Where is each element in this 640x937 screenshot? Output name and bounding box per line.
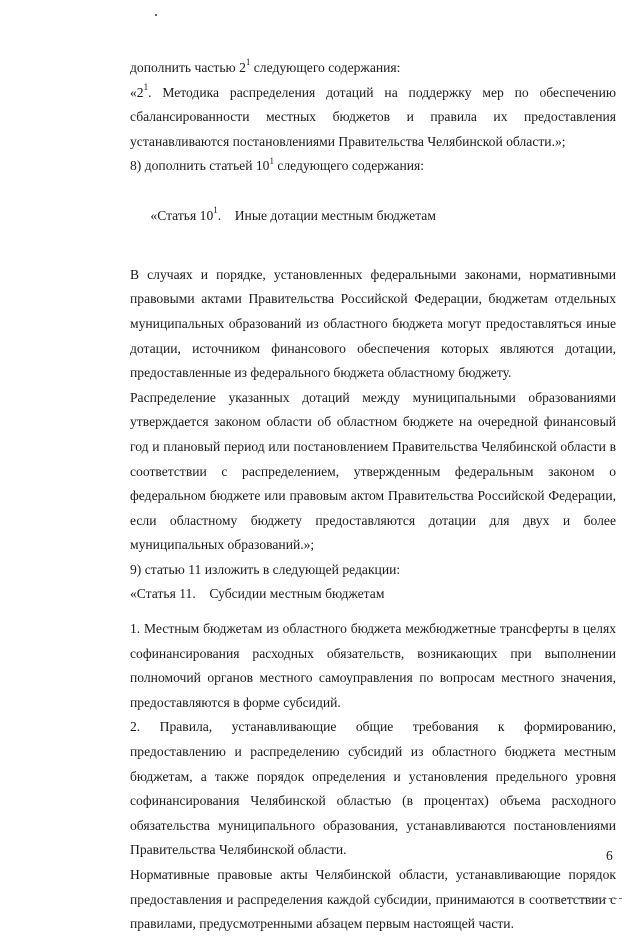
document-body [130, 56, 616, 937]
article-11-part-2: 2. Правила, устанавливающие общие требования к формированию, предоставлению и распределению субсидий из областного бюджета местным бюджетам, а также порядок определения и установления предельного уровня софинансирования Челябинской областью (в процентах) объема расходного обязательства муниципального образования, устанавливаются постановлениями Правительства Челябинской области. [130, 719, 616, 858]
scan-dot [155, 14, 157, 16]
item-9: 9) статью 11 изложить в следующей редакции: [130, 561, 401, 577]
spacing [130, 253, 616, 263]
article-11-part-1: 1. Местным бюджетам из областного бюджета межбюджетные трансферты в целях софинансирования расходных обязательств, возникающих при выполнении полномочий органов местного самоуправления по вопросам местного значения, предоставляются в форме субсидий. [130, 621, 616, 710]
article-10-1-paragraph-1: В случаях и порядке, установленных федеральными законами, нормативными правовыми актами Правительства Российской Федерации, бюджетам отдельных муниципальных образований из областного бюджета могут предоставляться иные дотации, источником финансового обеспечения которых являются дотации, предоставленные из федерального бюджета областному бюджету. [130, 266, 616, 381]
item-8: 8) дополнить статьей $10^1$ следующего содержания: [130, 155, 425, 174]
intro-line: дополнить частью $2^1$ следующего содержания: [130, 57, 401, 75]
article-10-1-paragraph-2: Распределение указанных дотаций между муниципальными образованиями утверждается законом области об областном бюджете на очередной финансовый год и плановый период или постановлением Правительства Челябинской области в соответствии с распределением, утвержденным федеральным законом о федеральном бюджете или правовым актом Правительства Российской Федерации, если областному бюджету предоставляются дотации для двух и более муниципальных образований.»; [130, 389, 616, 553]
spacing [130, 607, 616, 617]
article-11-heading: «Статья 11. Субсидии местным бюджетам [130, 586, 385, 602]
paragraph-2-1: «$2^1$. Методика распределения дотаций на поддержку мер по обеспечению сбалансированности местных бюджетов и правила их предоставления устанавливаются постановлениями Правительства Челябинской области.»; [130, 82, 616, 149]
scan-edge-mark [562, 898, 622, 900]
page-number: 6 [606, 848, 613, 863]
article-11-paragraph: Нормативные правовые акты Челябинской области, устанавливающие порядок предоставления и распределения каждой субсидии, принимаются в соответствии с правилами, предусмотренными абзацем первым настоящей части. [130, 867, 616, 932]
article-10-1-heading: «Статья $10^1$. Иные дотации местным бюджетам [150, 205, 436, 223]
